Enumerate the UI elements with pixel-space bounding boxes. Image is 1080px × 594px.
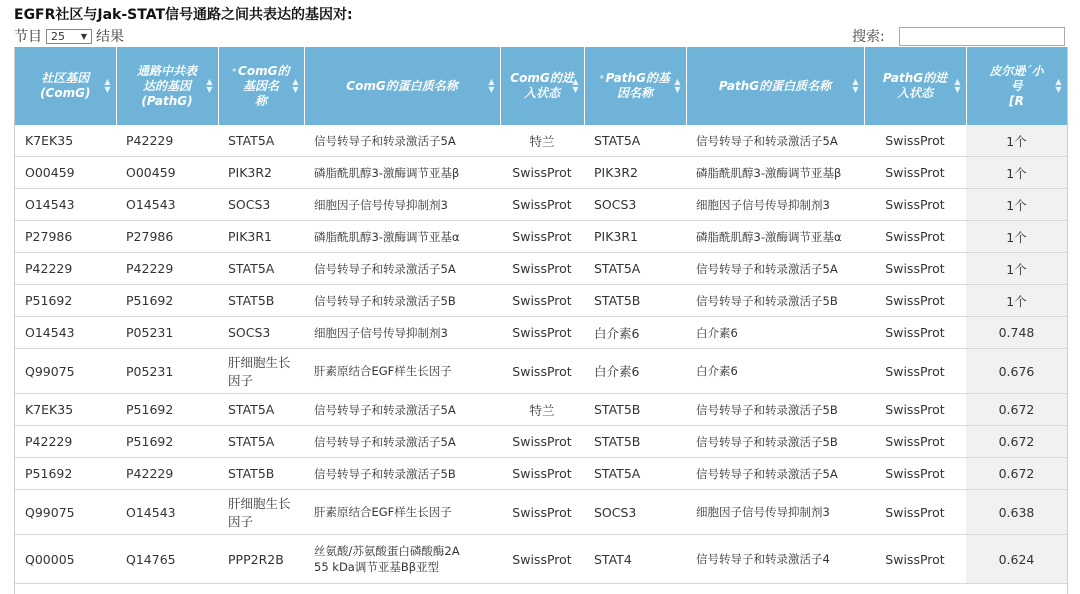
table-cell: SwissProt <box>500 349 584 394</box>
sort-arrows-icon: ▲ ▼ <box>206 77 213 94</box>
chevron-down-icon: ▼ <box>80 31 87 41</box>
table-cell: 磷脂酰肌醇3-激酶调节亚基β <box>686 157 864 189</box>
table-cell: O14543 <box>116 490 218 535</box>
table-cell: 信号转导子和转录激活子5A <box>304 426 500 458</box>
table-cell: 磷脂酰肌醇3-激酶调节亚基β <box>304 157 500 189</box>
table-cell: 特兰 <box>500 394 584 426</box>
table-cell: 白介素6 <box>584 317 686 349</box>
table-cell: SwissProt <box>500 535 584 584</box>
sort-arrows-icon: ▲ ▼ <box>572 77 579 94</box>
table-cell: 0.748 <box>966 317 1067 349</box>
table-cell: STAT4 <box>584 535 686 584</box>
table-cell: STAT5B <box>218 285 304 317</box>
table-cell: STAT5A <box>218 253 304 285</box>
data-table-container <box>14 47 1068 594</box>
table-cell: P42229 <box>116 253 218 285</box>
table-row <box>15 221 1067 253</box>
table-cell: SwissProt <box>500 189 584 221</box>
table-cell: P51692 <box>15 458 116 490</box>
table-row <box>15 426 1067 458</box>
table-cell: STAT5B <box>218 458 304 490</box>
table-row <box>15 458 1067 490</box>
table-cell: PIK3R1 <box>584 221 686 253</box>
table-cell: PIK3R2 <box>584 157 686 189</box>
table-cell: 信号转导子和转录激活子5A <box>304 253 500 285</box>
table-cell: SwissProt <box>864 458 966 490</box>
column-header-3[interactable] <box>218 47 304 125</box>
table-cell: 信号转导子和转录激活子5B <box>304 285 500 317</box>
column-header-label: ComG的进 入状态 <box>510 71 574 100</box>
table-cell: P27986 <box>15 221 116 253</box>
table-cell: 细胞因子信号传导抑制剂3 <box>686 189 864 221</box>
table-cell: SwissProt <box>864 394 966 426</box>
column-header-6[interactable] <box>584 47 686 125</box>
table-cell: 1个 <box>966 221 1067 253</box>
length-prefix-label: 节目 <box>14 29 42 45</box>
search-area <box>852 26 1065 46</box>
sort-arrows-icon: ▲ ▼ <box>104 77 111 94</box>
column-header-9[interactable] <box>966 47 1067 125</box>
table-body <box>15 125 1067 584</box>
table-cell: 肝细胞生长 因子 <box>218 349 304 394</box>
table-cell: STAT5B <box>584 394 686 426</box>
table-row <box>15 490 1067 535</box>
table-cell: P05231 <box>116 349 218 394</box>
table-cell: 肝细胞生长 因子 <box>218 490 304 535</box>
table-cell: K7EK35 <box>15 394 116 426</box>
table-cell: SwissProt <box>500 490 584 535</box>
column-header-label: PathG的基 因名称 <box>605 71 670 100</box>
table-row <box>15 394 1067 426</box>
table-cell: 细胞因子信号传导抑制剂3 <box>304 189 500 221</box>
table-cell: SOCS3 <box>584 189 686 221</box>
table-cell: P05231 <box>116 317 218 349</box>
column-header-label: 皮尔逊´小 号 [R <box>989 63 1044 108</box>
table-cell: STAT5B <box>584 285 686 317</box>
table-cell: SwissProt <box>864 426 966 458</box>
table-cell: 1个 <box>966 157 1067 189</box>
column-header-5[interactable] <box>500 47 584 125</box>
table-cell: O14543 <box>116 189 218 221</box>
table-cell: P51692 <box>116 426 218 458</box>
table-cell: 特兰 <box>500 125 584 157</box>
table-cell: O00459 <box>116 157 218 189</box>
table-cell: SwissProt <box>500 426 584 458</box>
column-header-label: ComG的 基因名 称 <box>238 63 290 108</box>
table-cell: 0.624 <box>966 535 1067 584</box>
table-cell: SwissProt <box>500 458 584 490</box>
table-cell: Q99075 <box>15 490 116 535</box>
table-cell: 磷脂酰肌醇3-激酶调节亚基α <box>686 221 864 253</box>
table-cell: SwissProt <box>864 490 966 535</box>
table-row <box>15 285 1067 317</box>
table-cell: 信号转导子和转录激活子5A <box>686 458 864 490</box>
table-header-row <box>15 47 1067 125</box>
table-cell: STAT5B <box>584 426 686 458</box>
table-row <box>15 189 1067 221</box>
table-row <box>15 535 1067 584</box>
table-cell: STAT5A <box>584 125 686 157</box>
sort-arrows-icon: ▲ ▼ <box>488 77 495 94</box>
table-cell: O14543 <box>15 317 116 349</box>
table-cell: SwissProt <box>500 157 584 189</box>
page-length-control <box>14 26 124 46</box>
table-cell: P51692 <box>116 394 218 426</box>
table-cell: SwissProt <box>864 317 966 349</box>
table-cell: STAT5A <box>218 394 304 426</box>
table-cell: SOCS3 <box>584 490 686 535</box>
table-cell: SwissProt <box>864 253 966 285</box>
table-cell: SwissProt <box>500 285 584 317</box>
gene-pairs-table <box>15 47 1068 584</box>
column-header-label: PathG的蛋白质名称 <box>718 78 832 93</box>
table-cell: Q14765 <box>116 535 218 584</box>
table-cell: PIK3R2 <box>218 157 304 189</box>
page-title: EGFR社区与Jak-STAT信号通路之间共表达的基因对: <box>14 7 353 23</box>
column-header-8[interactable] <box>864 47 966 125</box>
table-cell: SwissProt <box>500 221 584 253</box>
table-cell: 1个 <box>966 253 1067 285</box>
table-cell: 信号转导子和转录激活子5A <box>304 125 500 157</box>
table-cell: P27986 <box>116 221 218 253</box>
table-cell: 0.672 <box>966 458 1067 490</box>
table-cell: 信号转导子和转录激活子5A <box>686 253 864 285</box>
table-cell: P51692 <box>116 285 218 317</box>
table-cell: 丝氨酸/苏氨酸蛋白磷酸酶2A 55 kDa调节亚基Bβ亚型 <box>304 535 500 584</box>
table-row <box>15 125 1067 157</box>
table-cell: STAT5A <box>218 426 304 458</box>
column-header-label: ComG的蛋白质名称 <box>346 78 458 93</box>
table-cell: 信号转导子和转录激活子5B <box>686 285 864 317</box>
sort-arrows-icon: ▲ ▼ <box>1055 77 1062 94</box>
sort-indicator-icon: ⁰ <box>600 74 604 83</box>
table-cell: 信号转导子和转录激活子5A <box>686 125 864 157</box>
table-cell: SOCS3 <box>218 189 304 221</box>
sort-arrows-icon: ▲ ▼ <box>674 77 681 94</box>
table-cell: STAT5A <box>584 253 686 285</box>
table-cell: SOCS3 <box>218 317 304 349</box>
column-header-label: 社区基因 (ComG) <box>40 71 91 100</box>
column-header-4[interactable] <box>304 47 500 125</box>
table-cell: K7EK35 <box>15 125 116 157</box>
column-header-7[interactable] <box>686 47 864 125</box>
table-cell: Q00005 <box>15 535 116 584</box>
sort-arrows-icon: ▲ ▼ <box>292 77 299 94</box>
column-header-label: 通路中共表 达的基因 (PathG) <box>136 63 197 108</box>
table-cell: 肝素原结合EGF样生长因子 <box>304 490 500 535</box>
table-cell: Q99075 <box>15 349 116 394</box>
table-cell: 细胞因子信号传导抑制剂3 <box>686 490 864 535</box>
table-row <box>15 253 1067 285</box>
table-cell: 0.672 <box>966 426 1067 458</box>
table-cell: P42229 <box>15 426 116 458</box>
table-cell: P42229 <box>116 125 218 157</box>
table-cell: P51692 <box>15 285 116 317</box>
table-cell: PPP2R2B <box>218 535 304 584</box>
table-cell: 0.672 <box>966 394 1067 426</box>
table-cell: O00459 <box>15 157 116 189</box>
table-cell: 肝素原结合EGF样生长因子 <box>304 349 500 394</box>
search-label: 搜索: <box>852 29 885 45</box>
table-cell: 0.638 <box>966 490 1067 535</box>
table-cell: STAT5A <box>218 125 304 157</box>
table-cell: 1个 <box>966 125 1067 157</box>
table-cell: SwissProt <box>500 253 584 285</box>
table-cell: SwissProt <box>864 285 966 317</box>
length-suffix-label: 结果 <box>96 29 124 45</box>
table-cell: 白介素6 <box>686 317 864 349</box>
table-row <box>15 157 1067 189</box>
sort-arrows-icon: ▲ ▼ <box>954 77 961 94</box>
table-cell: P42229 <box>116 458 218 490</box>
table-cell: SwissProt <box>864 535 966 584</box>
table-cell: P42229 <box>15 253 116 285</box>
table-cell: STAT5A <box>584 458 686 490</box>
table-cell: SwissProt <box>864 189 966 221</box>
table-cell: 信号转导子和转录激活子5B <box>686 426 864 458</box>
column-header-label: PathG的进 入状态 <box>882 71 948 100</box>
table-cell: SwissProt <box>864 125 966 157</box>
page-length-value: 25 <box>51 29 65 43</box>
table-cell: 0.676 <box>966 349 1067 394</box>
table-row <box>15 317 1067 349</box>
table-cell: 1个 <box>966 285 1067 317</box>
table-cell: SwissProt <box>500 317 584 349</box>
table-cell: PIK3R1 <box>218 221 304 253</box>
sort-arrows-icon: ▲ ▼ <box>852 77 859 94</box>
column-header-2[interactable] <box>116 47 218 125</box>
table-cell: 细胞因子信号传导抑制剂3 <box>304 317 500 349</box>
sort-indicator-icon: ⁰ <box>232 66 237 76</box>
table-cell: SwissProt <box>864 221 966 253</box>
table-cell: 1个 <box>966 189 1067 221</box>
table-cell: 磷脂酰肌醇3-激酶调节亚基α <box>304 221 500 253</box>
page-length-select[interactable] <box>46 29 92 44</box>
table-cell: SwissProt <box>864 157 966 189</box>
table-cell: 白介素6 <box>686 349 864 394</box>
search-input[interactable] <box>899 27 1065 46</box>
table-cell: SwissProt <box>864 349 966 394</box>
table-cell: 白介素6 <box>584 349 686 394</box>
table-row <box>15 349 1067 394</box>
table-cell: 信号转导子和转录激活子5B <box>304 458 500 490</box>
column-header-1[interactable] <box>15 47 116 125</box>
table-cell: 信号转导子和转录激活子5B <box>686 394 864 426</box>
table-cell: O14543 <box>15 189 116 221</box>
table-cell: 信号转导子和转录激活子5A <box>304 394 500 426</box>
table-cell: 信号转导子和转录激活子4 <box>686 535 864 584</box>
